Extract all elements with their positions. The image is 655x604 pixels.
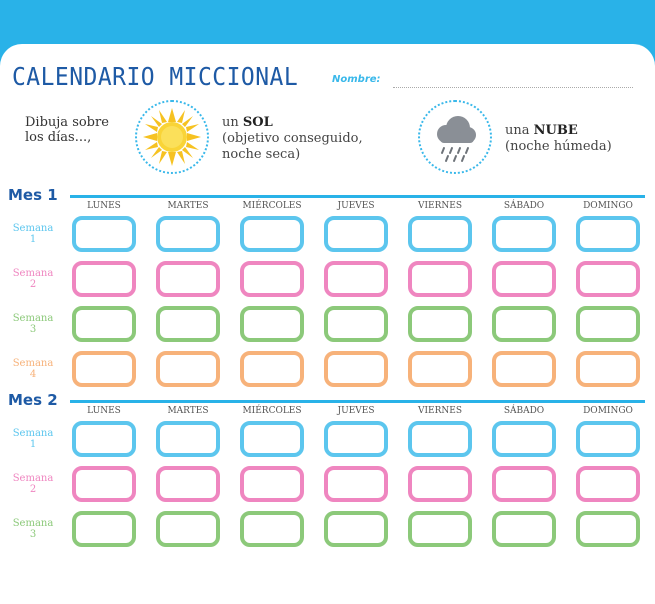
day-cell[interactable] [492, 216, 556, 252]
week-label-text: Semana [12, 313, 54, 324]
day-header: DOMINGO [583, 406, 633, 416]
month-divider [70, 400, 645, 403]
day-cell[interactable] [240, 351, 304, 387]
cloud-name: NUBE [533, 123, 578, 138]
week-label-text: Semana [12, 223, 54, 234]
day-cell[interactable] [156, 216, 220, 252]
day-cell[interactable] [156, 421, 220, 457]
week-label-text: Semana [12, 473, 54, 484]
day-cell[interactable] [324, 511, 388, 547]
day-cell[interactable] [492, 421, 556, 457]
week-label [4, 268, 62, 290]
day-cell[interactable] [576, 306, 640, 342]
day-cell[interactable] [576, 421, 640, 457]
day-cell[interactable] [240, 216, 304, 252]
day-cell[interactable] [156, 261, 220, 297]
sun-description: (objetivo conseguido, noche seca) [222, 131, 363, 162]
day-cell[interactable] [72, 511, 136, 547]
sun-name: SOL [242, 115, 273, 130]
day-header: JUEVES [337, 406, 375, 416]
week-number: 3 [29, 324, 37, 335]
week-label [4, 313, 62, 335]
day-cell[interactable] [576, 261, 640, 297]
day-cell[interactable] [240, 421, 304, 457]
day-cell[interactable] [324, 216, 388, 252]
day-cell[interactable] [156, 306, 220, 342]
sun-prefix: un [222, 115, 239, 130]
day-cell[interactable] [240, 261, 304, 297]
day-header: VIERNES [417, 201, 462, 211]
rain-cloud-icon [420, 102, 490, 172]
cloud-prefix: una [505, 123, 530, 138]
week-number: 2 [29, 279, 37, 290]
day-cell[interactable] [156, 466, 220, 502]
day-header: MIÉRCOLES [242, 201, 302, 211]
day-cell[interactable] [408, 421, 472, 457]
day-header: SÁBADO [503, 201, 545, 211]
day-header: SÁBADO [503, 406, 545, 416]
day-cell[interactable] [492, 466, 556, 502]
day-cell[interactable] [492, 261, 556, 297]
day-header: MARTES [167, 201, 209, 211]
week-number: 1 [29, 234, 37, 245]
day-cell[interactable] [240, 511, 304, 547]
week-number: 3 [29, 529, 37, 540]
day-cell[interactable] [576, 466, 640, 502]
cloud-legend-text [505, 123, 612, 155]
day-cell[interactable] [240, 466, 304, 502]
week-label [4, 428, 62, 450]
day-cell[interactable] [408, 466, 472, 502]
name-label: Nombre: [332, 74, 381, 85]
week-label-text: Semana [12, 428, 54, 439]
week-label [4, 473, 62, 495]
day-header: LUNES [87, 406, 121, 416]
day-header: DOMINGO [583, 201, 633, 211]
day-cell[interactable] [408, 216, 472, 252]
day-cell[interactable] [576, 511, 640, 547]
day-cell[interactable] [408, 261, 472, 297]
day-cell[interactable] [576, 351, 640, 387]
name-field[interactable] [393, 87, 633, 88]
day-header: MARTES [167, 406, 209, 416]
legend-intro: Dibuja sobre los días..., [25, 115, 109, 145]
week-label-text: Semana [12, 518, 54, 529]
day-cell[interactable] [324, 351, 388, 387]
week-number: 1 [29, 439, 37, 450]
week-label-text: Semana [12, 358, 54, 369]
week-label [4, 358, 62, 380]
day-cell[interactable] [576, 216, 640, 252]
day-cell[interactable] [492, 511, 556, 547]
sun-icon [137, 102, 207, 172]
week-label [4, 518, 62, 540]
day-cell[interactable] [72, 261, 136, 297]
week-label [4, 223, 62, 245]
month-label: Mes 1 [8, 186, 58, 204]
sun-legend-circle [135, 100, 209, 174]
day-cell[interactable] [240, 306, 304, 342]
page-title: CALENDARIO MICCIONAL [12, 62, 299, 91]
sun-legend-text [222, 115, 392, 163]
day-cell[interactable] [72, 351, 136, 387]
week-label-text: Semana [12, 268, 54, 279]
day-cell[interactable] [324, 261, 388, 297]
day-cell[interactable] [72, 466, 136, 502]
cloud-legend-circle [418, 100, 492, 174]
day-cell[interactable] [492, 351, 556, 387]
day-cell[interactable] [324, 421, 388, 457]
day-cell[interactable] [72, 216, 136, 252]
day-cell[interactable] [156, 511, 220, 547]
month-label: Mes 2 [8, 391, 58, 409]
day-header: VIERNES [417, 406, 462, 416]
day-cell[interactable] [72, 306, 136, 342]
day-cell[interactable] [156, 351, 220, 387]
week-number: 4 [29, 369, 37, 380]
month-divider [70, 195, 645, 198]
day-cell[interactable] [324, 466, 388, 502]
day-cell[interactable] [408, 351, 472, 387]
day-cell[interactable] [72, 421, 136, 457]
cloud-description: (noche húmeda) [505, 139, 612, 154]
week-number: 2 [29, 484, 37, 495]
day-cell[interactable] [408, 511, 472, 547]
day-cell[interactable] [408, 306, 472, 342]
day-cell[interactable] [492, 306, 556, 342]
day-header: MIÉRCOLES [242, 406, 302, 416]
day-header: JUEVES [337, 201, 375, 211]
day-cell[interactable] [324, 306, 388, 342]
day-header: LUNES [87, 201, 121, 211]
